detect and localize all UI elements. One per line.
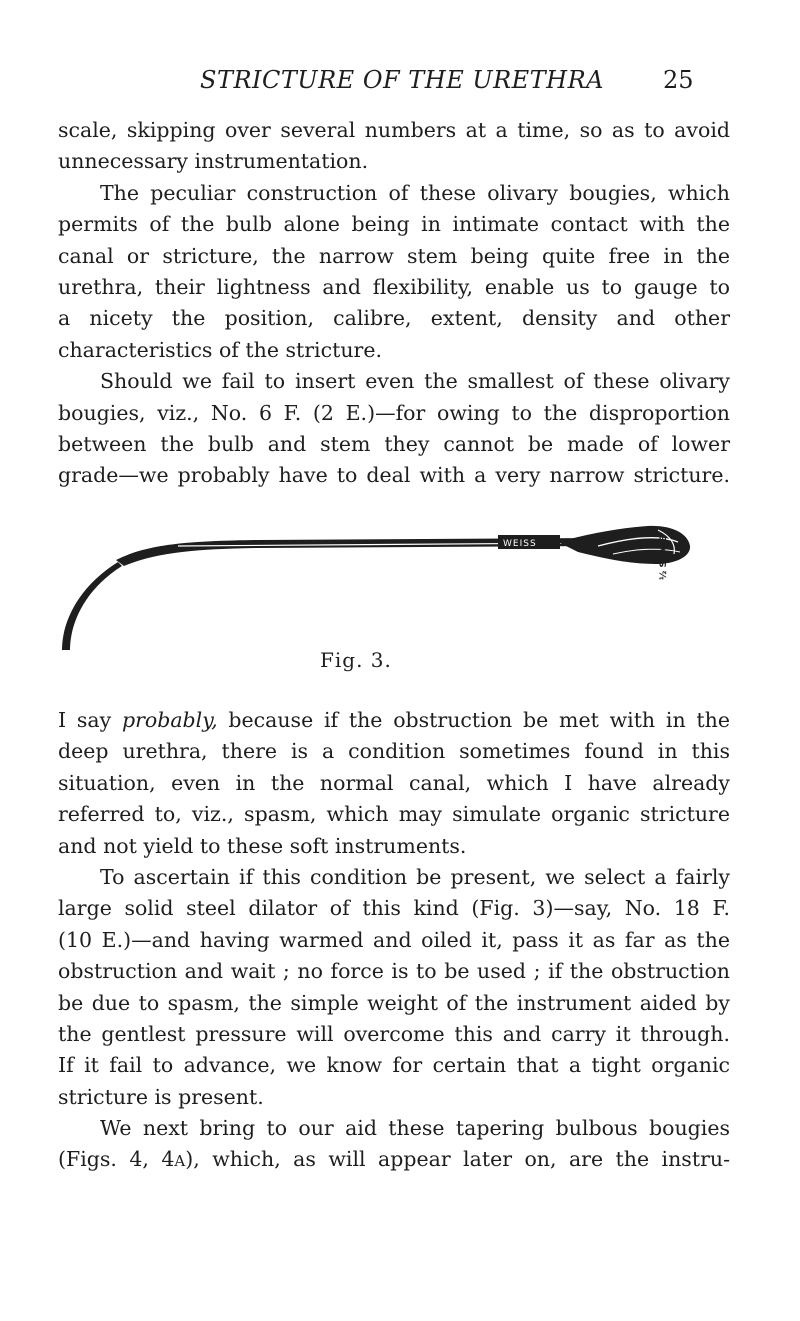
text-line: deep urethra, there is a condition sometimes found in this: [58, 739, 730, 764]
text-line: be due to spasm, the simple weight of the instrument aided by: [58, 990, 730, 1015]
text-line: referred to, viz., spasm, which may simulate organic stricture: [58, 802, 730, 827]
text-line: obstruction and wait ; no force is to be used ; if the obstruction: [58, 959, 730, 984]
text-line: and not yield to these soft instruments.: [58, 833, 467, 858]
text-line: stricture is present.: [58, 1084, 264, 1109]
text-line: scale, skipping over several numbers at a time, so as to avoid: [58, 118, 730, 142]
text-line: If it fail to advance, we know for certain that a tight organic: [58, 1053, 730, 1078]
text-line: unnecessary instrumentation.: [58, 149, 369, 174]
text-block-top: [58, 115, 730, 492]
text-line: urethra, their lightness and flexibility, enable us to gauge to: [58, 274, 730, 299]
steel-dilator-illustration: [58, 522, 738, 662]
running-title: STRICTURE OF THE URETHRA: [200, 66, 605, 94]
text-line: a nicety the position, calibre, extent, density and other: [58, 306, 730, 331]
text-line: [58, 705, 730, 736]
text-line: (10 E.)—and having warmed and oiled it, pass it as far as the: [58, 927, 730, 952]
text-line: canal or stricture, the narrow stem being quite free in the: [58, 243, 730, 268]
text-line: grade—we probably have to deal with a very narrow stricture.: [58, 463, 730, 488]
figure-caption: [320, 648, 392, 672]
text-line: situation, even in the normal canal, which I have already: [58, 770, 730, 795]
dilator-curved-tip: [62, 562, 122, 650]
figure-caption-prefix: Fig.: [320, 648, 364, 672]
text-line: characteristics of the stricture.: [58, 337, 382, 362]
text-line: large solid steel dilator of this kind (Fig. 3)—say, No. 18 F.: [58, 896, 730, 921]
text-run: ), which, as will appear later on, are the instru-: [185, 1147, 730, 1172]
text-run: because if the obstruction be met with in the: [217, 708, 730, 732]
text-line: The peculiar construction of these olivary bougies, which: [100, 180, 730, 205]
text-line: We next bring to our aid these tapering bulbous bougies: [100, 1116, 730, 1141]
text-block-bottom: [58, 705, 730, 1176]
figure-3-steel-dilator: [58, 522, 738, 662]
running-head: [0, 66, 800, 106]
text-line: the gentlest pressure will overcome this and carry it through.: [58, 1021, 730, 1046]
page-number: 25: [663, 66, 694, 94]
smallcap-letter: A: [174, 1152, 186, 1171]
text-line: To ascertain if this condition be present, we select a fairly: [100, 864, 730, 889]
text-run: (Figs. 4, 4: [58, 1147, 175, 1172]
text-line: bougies, viz., No. 6 F. (2 E.)—for owing to the disproportion: [58, 400, 730, 425]
maker-mark: WEISS: [503, 539, 537, 549]
scale-mark: ½ SCALE: [659, 535, 669, 580]
text-run: I say: [58, 708, 122, 732]
text-line: between the bulb and stem they cannot be made of lower: [58, 431, 730, 456]
text-line: Should we fail to insert even the smallest of these olivary: [100, 369, 730, 394]
italic-emphasis: probably,: [121, 708, 218, 732]
dilator-handle: [558, 526, 690, 564]
text-line: permits of the bulb alone being in intimate contact with the: [58, 212, 730, 237]
figure-caption-number: 3.: [370, 648, 392, 672]
text-line: [58, 1144, 730, 1175]
